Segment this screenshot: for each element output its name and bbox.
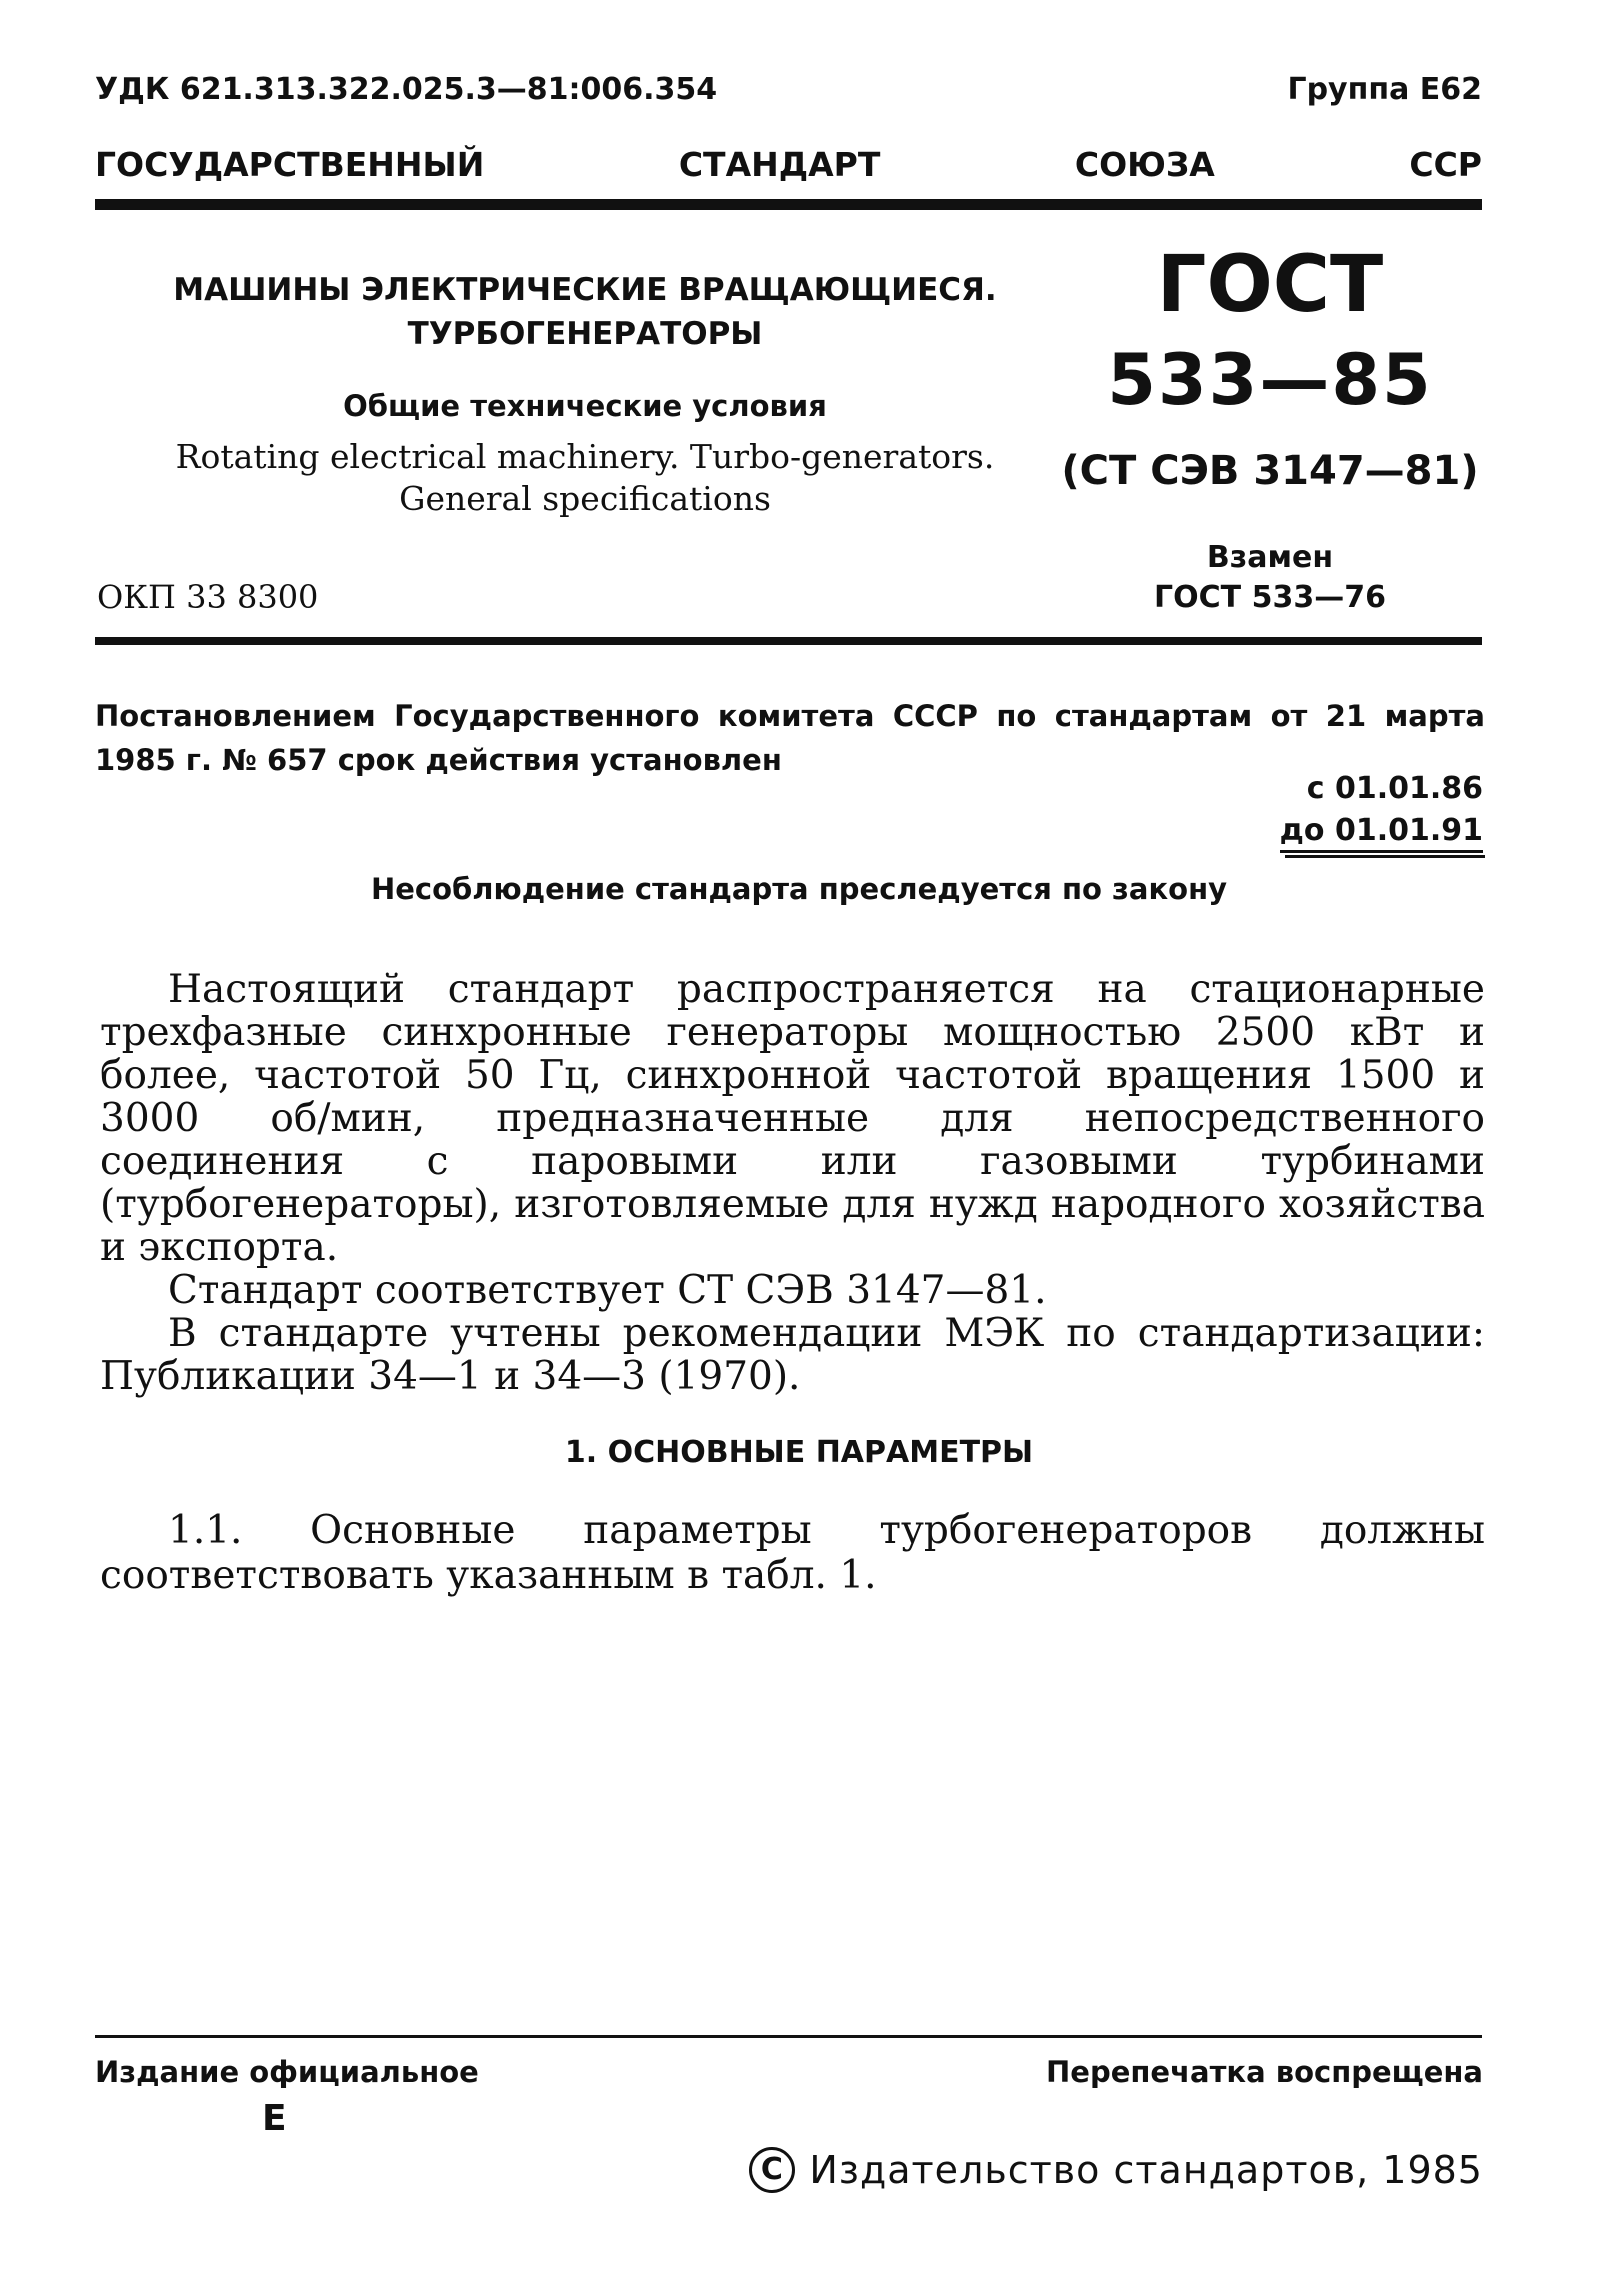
- section-title: 1. ОСНОВНЫЕ ПАРАМЕТРЫ: [564, 1435, 1034, 1470]
- st-sev-reference: (СТ СЭВ 3147—81): [1061, 448, 1479, 494]
- banner-word-3: СОЮЗА: [1074, 145, 1215, 184]
- top-rule: [95, 199, 1482, 210]
- group-code: Группа Е62: [1287, 72, 1482, 107]
- intro-paragraph-2: Стандарт соответствует СТ СЭВ 3147—81.: [168, 1268, 1047, 1313]
- okp-code: ОКП 33 8300: [97, 578, 319, 616]
- intro-paragraph-3: В стандарте учтены рекомендации МЭК по стандартизации: Публикации 34—1 и 34—3 (1970).: [100, 1311, 1485, 1399]
- banner-word-2: СТАНДАРТ: [678, 145, 881, 184]
- state-standard-banner: [95, 145, 1482, 184]
- clause-1-1: [100, 1508, 1485, 1598]
- edition-letter: Е: [262, 2098, 287, 2139]
- decree-text: Постановлением Государственного комитета СССР по стандартам от 21 марта 1985 г. № 657 срок действия установлен: [95, 699, 1485, 777]
- publisher-line: [749, 2147, 1483, 2193]
- banner-word-4: ССР: [1409, 145, 1482, 184]
- clause-1-1-text: 1.1. Основные параметры турбогенераторов должны соответствовать указанным в табл. 1.: [100, 1508, 1485, 1598]
- english-title-line-1: Rotating electrical machinery. Turbo-generators.: [175, 437, 995, 476]
- middle-rule: [95, 637, 1482, 645]
- intro-text: [100, 968, 1485, 1398]
- replaces-label: Взамен: [1206, 540, 1334, 575]
- subtitle: Общие технические условия: [343, 389, 827, 423]
- english-title: [95, 436, 1075, 520]
- date-to: до 01.01.91: [1280, 813, 1483, 853]
- gost-number: 533—85: [1107, 339, 1433, 421]
- validity-dates: [1280, 768, 1483, 852]
- edition-label: Издание официальное: [95, 2055, 479, 2089]
- gost-word: ГОСТ: [1156, 240, 1384, 330]
- udk-code: УДК 621.313.322.025.3—81:006.354: [95, 72, 718, 107]
- english-title-line-2: General specifications: [399, 479, 771, 518]
- replaces-value: ГОСТ 533—76: [1154, 580, 1386, 615]
- title-line-1: МАШИНЫ ЭЛЕКТРИЧЕСКИЕ ВРАЩАЮЩИЕСЯ.: [173, 272, 997, 308]
- banner-word-1: ГОСУДАРСТВЕННЫЙ: [95, 145, 485, 184]
- bottom-rule: [95, 2035, 1482, 2038]
- compliance-notice: Несоблюдение стандарта преследуется по закону: [370, 872, 1228, 906]
- date-from: с 01.01.86: [1306, 771, 1483, 806]
- title-line-2: ТУРБОГЕНЕРАТОРЫ: [407, 316, 763, 352]
- copyright-icon: C: [749, 2147, 795, 2193]
- title-block: [95, 268, 1075, 520]
- gost-designation: [1060, 240, 1480, 618]
- intro-paragraph-1: Настоящий стандарт распространяется на стационарные трехфазные синхронные генераторы мощностью 2500 кВт и более, частотой 50 Гц, синхронной частотой вращения 1500 и 3000 об/мин, предназначенные для непосредственного соединения с паровыми или газовыми турбинами (турбогенераторы), изготовляемые для нужд народного хозяйства и экспорта.: [100, 967, 1485, 1270]
- publisher-text: Издательство стандартов, 1985: [809, 2148, 1483, 2192]
- dates-underline: [1285, 855, 1485, 858]
- reprint-notice: Перепечатка воспрещена: [1046, 2055, 1483, 2089]
